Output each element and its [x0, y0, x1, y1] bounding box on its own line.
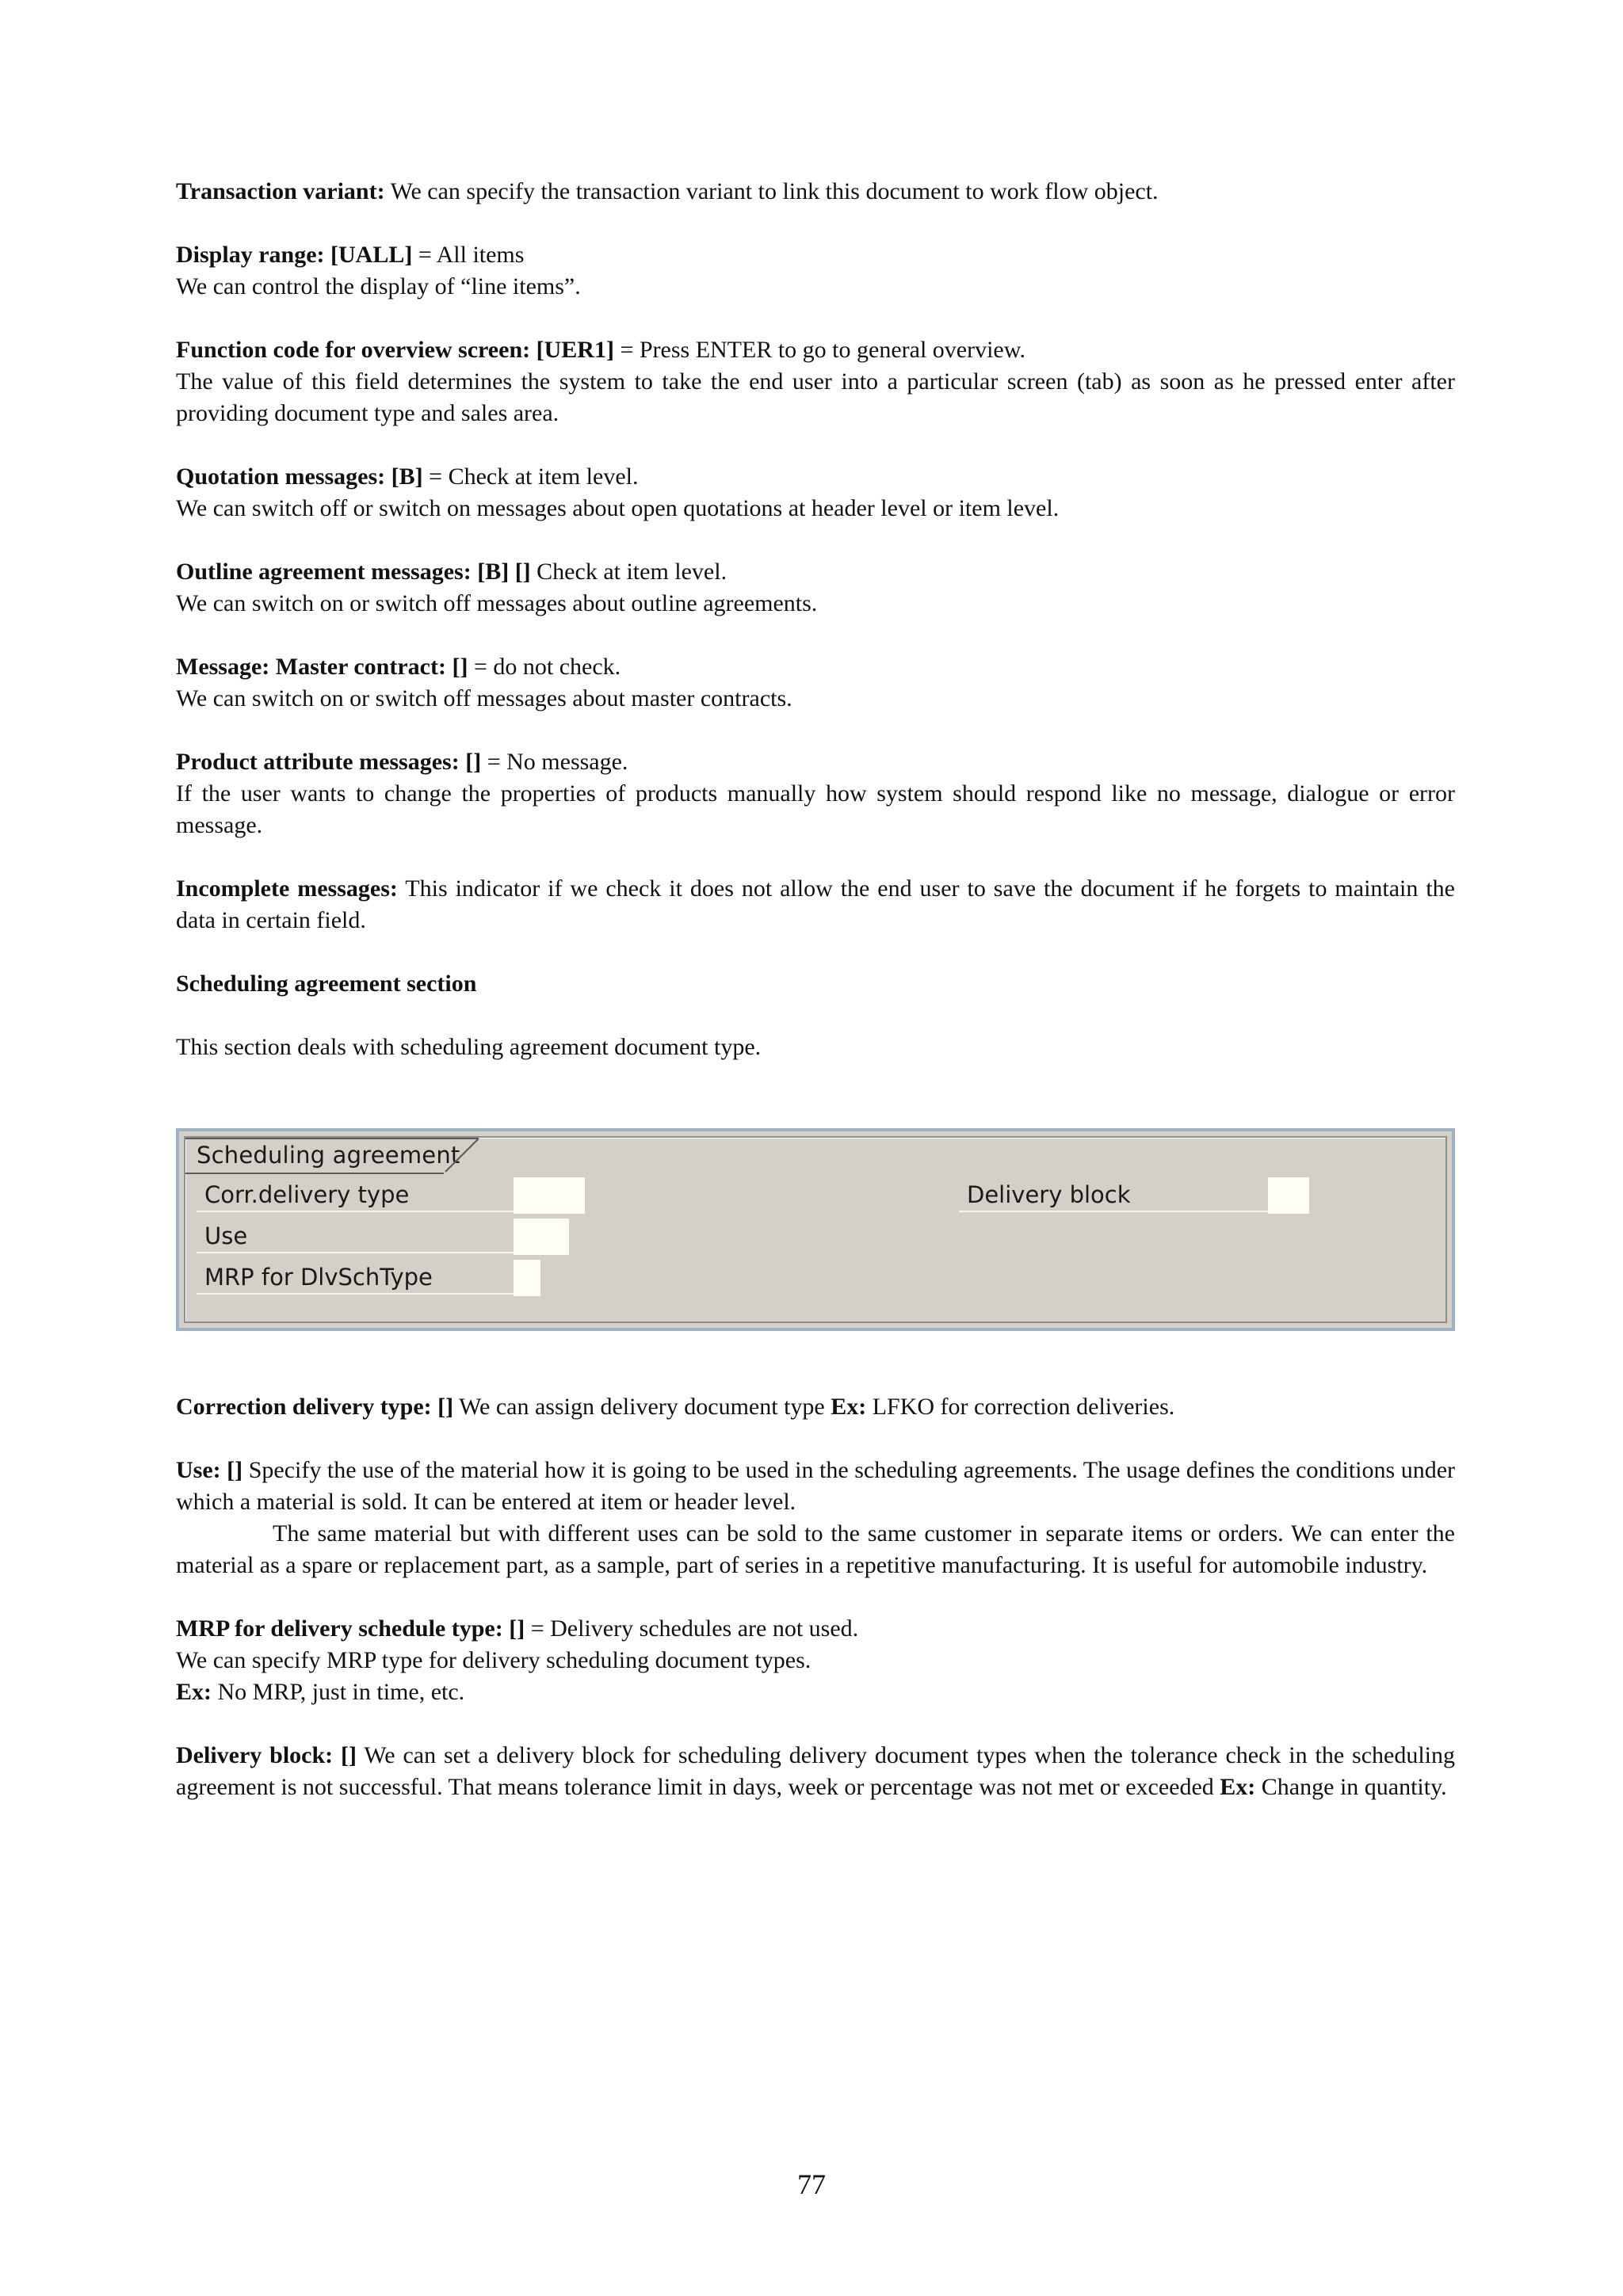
paragraph-delivery-block: [176, 1740, 1455, 1803]
section-heading: Scheduling agreement section: [176, 971, 477, 997]
term-label: Use: []: [176, 1457, 243, 1483]
paragraph-incomplete-messages: [176, 873, 1455, 936]
example-label: Ex:: [1220, 1774, 1256, 1800]
delivery-block-label: Delivery block: [959, 1177, 1268, 1212]
paragraph-line: We can switch off or switch on messages about open quotations at header level or item level.: [176, 495, 1060, 521]
paragraph-line: If the user wants to change the properties of products manually how system should respond like no message, dialogue or error message.: [176, 780, 1455, 838]
paragraph-text: LFKO for correction deliveries.: [866, 1394, 1175, 1420]
paragraph-text: = No message.: [481, 749, 628, 775]
paragraph-text: = Check at item level.: [422, 463, 639, 490]
term-label: Function code for overview screen: [UER1]: [176, 337, 614, 363]
section-intro: This section deals with scheduling agreement document type.: [176, 1034, 762, 1060]
sap-group-title: Scheduling agreement: [197, 1142, 460, 1169]
term-label: Transaction variant:: [176, 178, 385, 204]
paragraph-text: Specify the use of the material how it is going to be used in the scheduling agreements. The usage defines the conditions under which a material is sold. It can be entered at item or header level.: [176, 1457, 1455, 1515]
paragraph-indented: The same material but with different uses can be sold to the same customer in separate items or orders. We can enter the material as a spare or replacement part, as a sample, part of series in a repetitive manufacturing. It is useful for automobile industry.: [176, 1520, 1455, 1578]
paragraph-text: This indicator if we check it does not allow the end user to save the document if he forgets to maintain the data in certain field.: [176, 875, 1455, 933]
mrp-dlvschtype-input[interactable]: [514, 1260, 540, 1296]
use-label: Use: [197, 1219, 514, 1253]
paragraph-master-contract: [176, 651, 1455, 715]
term-label: Product attribute messages: []: [176, 749, 482, 775]
term-label: Correction delivery type: []: [176, 1394, 454, 1420]
paragraph-product-attribute: [176, 746, 1455, 841]
paragraph-mrp-delivery-schedule: [176, 1613, 1455, 1708]
term-label: Incomplete messages:: [176, 875, 398, 902]
sap-scheduling-agreement-panel: [176, 1128, 1455, 1331]
document-page: [176, 176, 1455, 1835]
term-label: Delivery block: []: [176, 1742, 357, 1768]
paragraph-text: We can set a delivery block for scheduling delivery document types when the tolerance check in the scheduling agreement is not successful. That means tolerance limit in days, week or percentage was not met or exceeded: [176, 1742, 1455, 1800]
paragraph-correction-delivery-type: [176, 1391, 1455, 1423]
delivery-block-input[interactable]: [1268, 1177, 1309, 1214]
paragraph-transaction-variant: [176, 176, 1455, 208]
paragraph-line: We can control the display of “line items”.: [176, 273, 581, 299]
term-label: MRP for delivery schedule type: []: [176, 1615, 525, 1642]
paragraph-text: = Press ENTER to go to general overview.: [613, 337, 1025, 363]
paragraph-function-code: [176, 334, 1455, 429]
example-label: Ex:: [831, 1394, 867, 1420]
paragraph-text: We can assign delivery document type: [453, 1394, 831, 1420]
paragraph-line: We can specify MRP type for delivery scheduling document types.: [176, 1647, 812, 1673]
corr-delivery-type-label: Corr.delivery type: [197, 1177, 514, 1212]
page-number: 77: [797, 2168, 826, 2200]
paragraph-quotation-messages: [176, 461, 1455, 524]
paragraph-text: = Delivery schedules are not used.: [525, 1615, 859, 1642]
term-label: Message: Master contract: []: [176, 654, 468, 680]
corr-delivery-type-input[interactable]: [514, 1177, 585, 1214]
paragraph-text: Change in quantity.: [1255, 1774, 1447, 1800]
term-label: Display range: [UALL]: [176, 242, 413, 268]
paragraph-text: = do not check.: [468, 654, 621, 680]
term-label: Outline agreement messages: [B] []: [176, 559, 531, 585]
use-input[interactable]: [514, 1219, 569, 1255]
example-label: Ex:: [176, 1679, 212, 1705]
paragraph-text: We can specify the transaction variant to link this document to work flow object.: [384, 178, 1159, 204]
paragraph-line: The value of this field determines the system to take the end user into a particular screen (tab) as soon as he pressed enter after providing document type and sales area.: [176, 368, 1455, 426]
paragraph-line: We can switch on or switch off messages about outline agreements.: [176, 590, 818, 616]
sap-tab-edge: [441, 1138, 480, 1173]
paragraph-outline-agreement: [176, 556, 1455, 620]
paragraph-display-range: [176, 239, 1455, 303]
mrp-dlvschtype-label: MRP for DlvSchType: [197, 1260, 514, 1295]
paragraph-text: = All items: [412, 242, 525, 268]
paragraph-line: We can switch on or switch off messages about master contracts.: [176, 685, 792, 711]
paragraph-use: [176, 1455, 1455, 1581]
sap-group-frame: [184, 1136, 1447, 1323]
term-label: Quotation messages: [B]: [176, 463, 423, 490]
paragraph-text: Check at item level.: [530, 559, 727, 585]
paragraph-text: No MRP, just in time, etc.: [212, 1679, 465, 1705]
